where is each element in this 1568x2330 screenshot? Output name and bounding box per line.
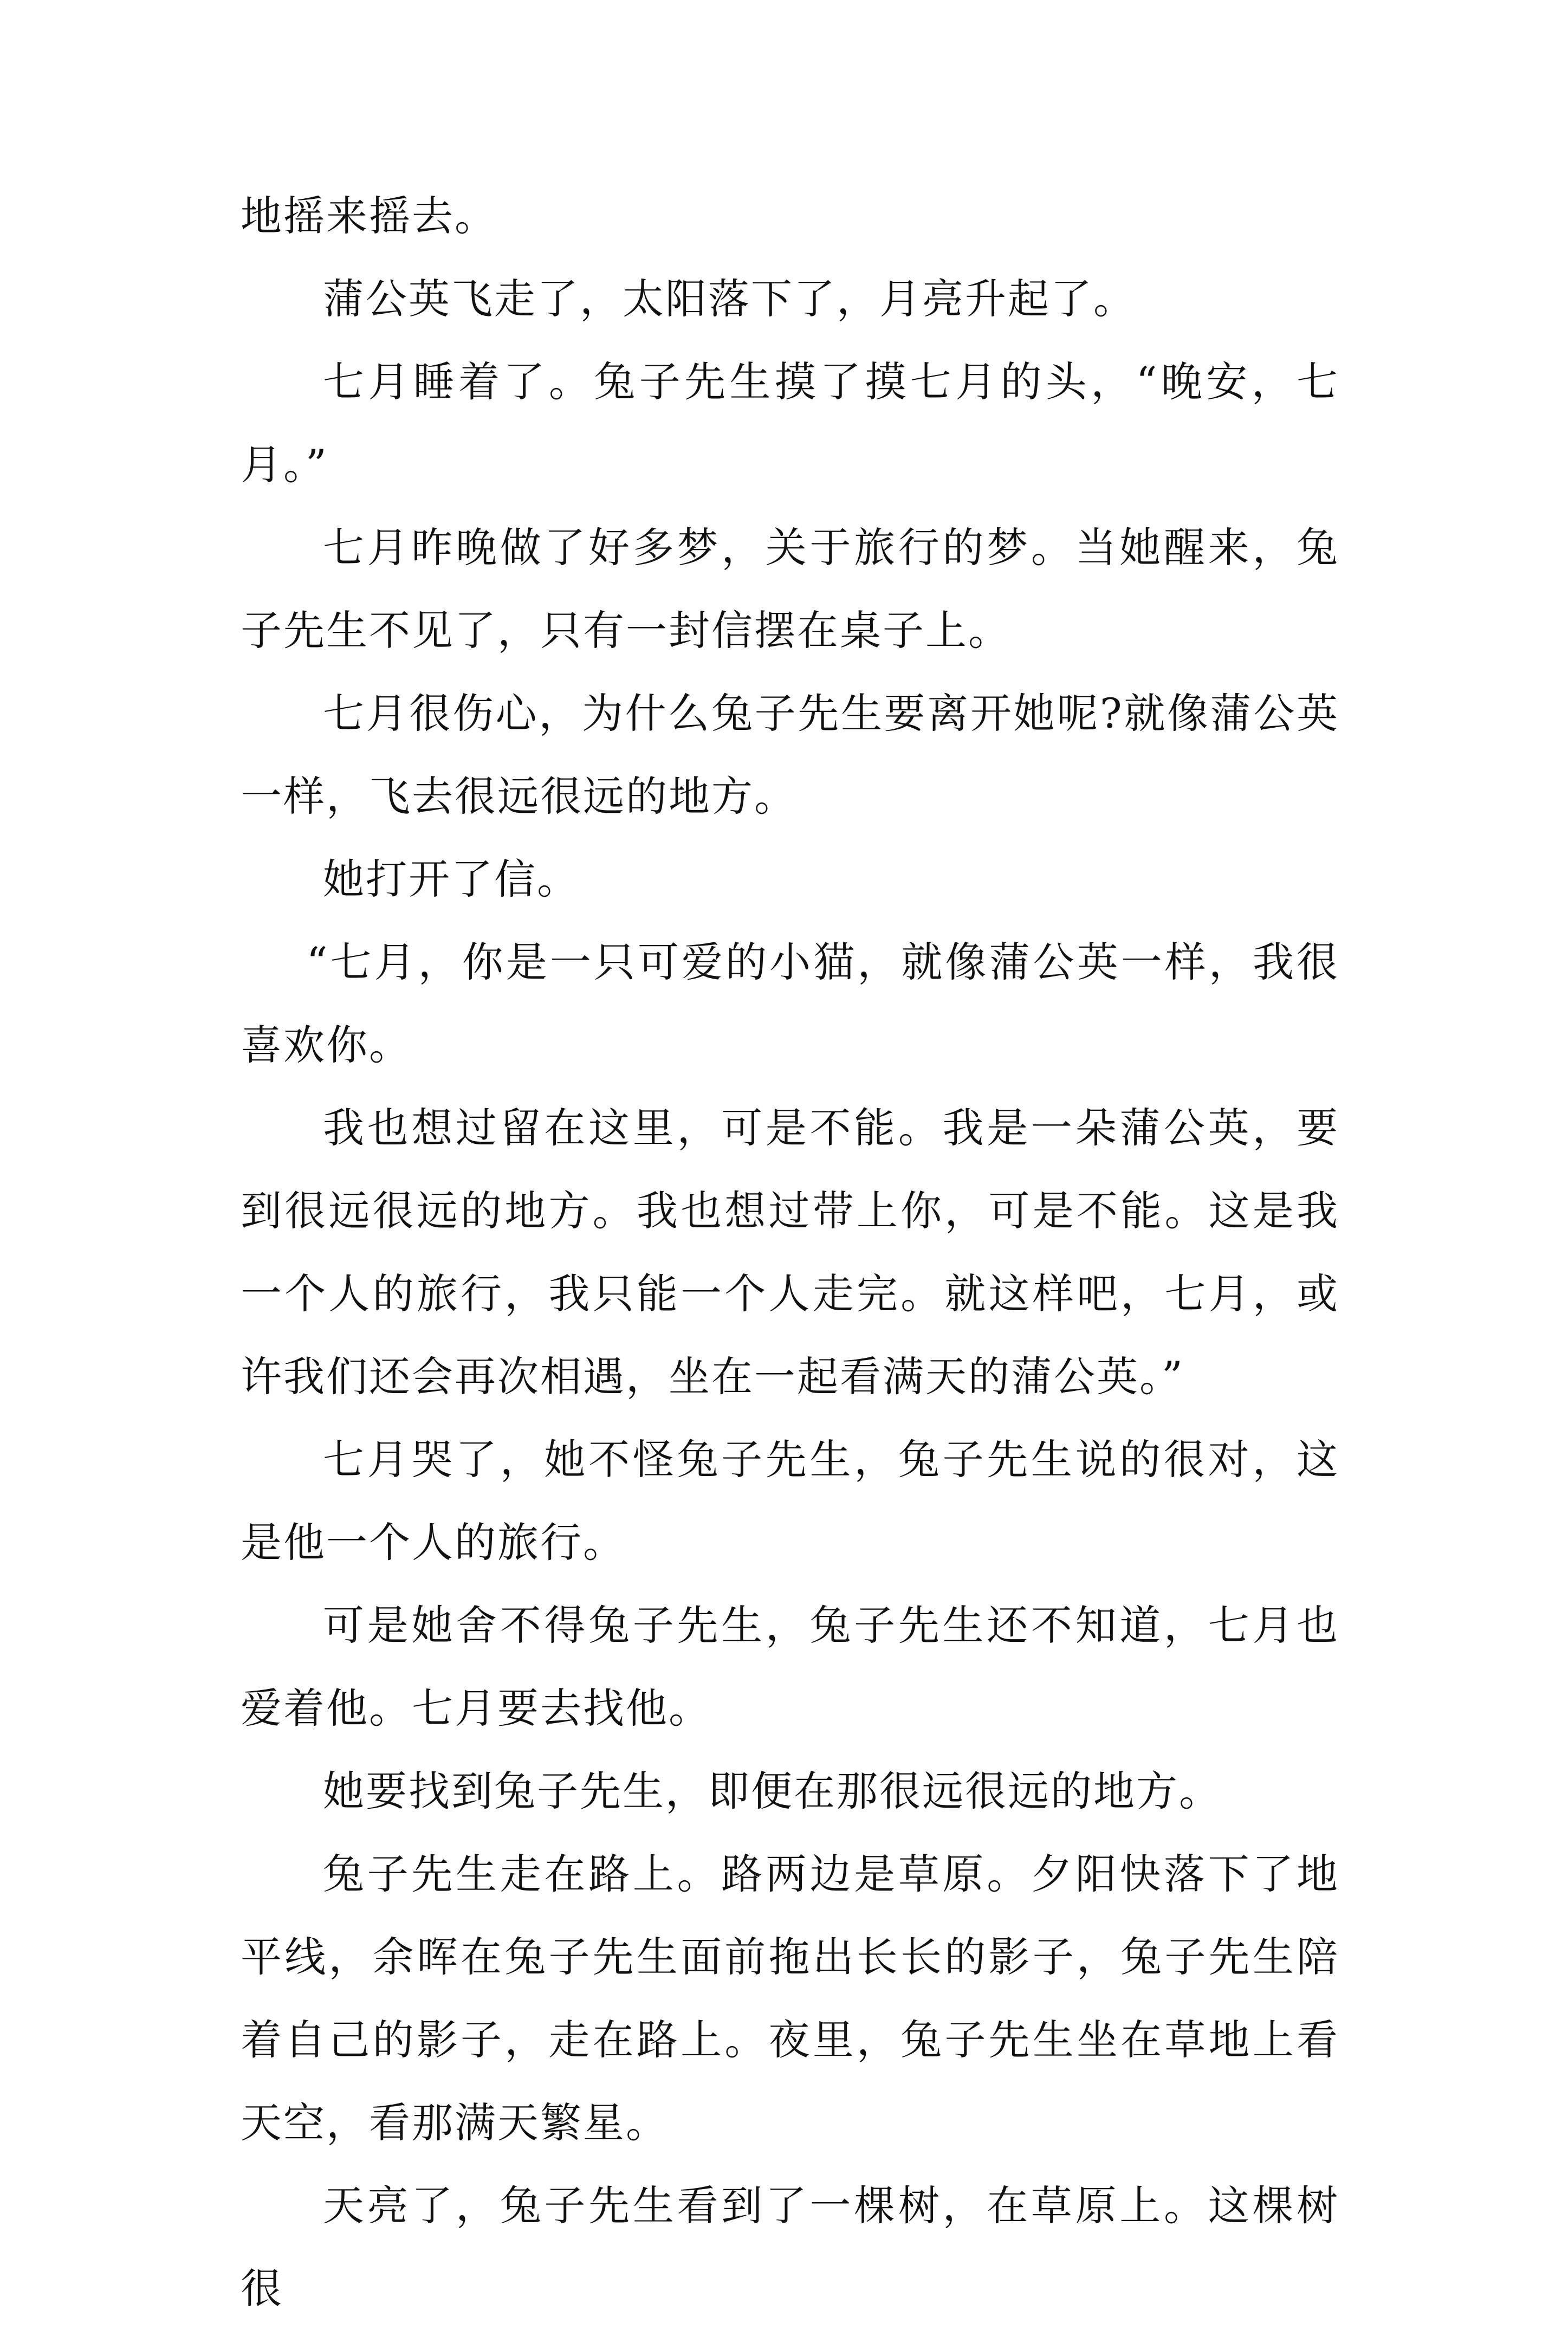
paragraph: 我也想过留在这里，可是不能。我是一朵蒲公英，要到很远很远的地方。我也想过带上你，可是不能。这是我一个人的旅行，我只能一个人走完。就这样吧，七月，或许我们还会再次相遇，坐在一起看满天的蒲公英。” xyxy=(241,1104,1339,1401)
paragraph: 可是她舍不得兔子先生，兔子先生还不知道，七月也爱着他。七月要去找他。 xyxy=(241,1601,1339,1732)
paragraph: 兔子先生走在路上。路两边是草原。夕阳快落下了地平线，余晖在兔子先生面前拖出长长的影子，兔子先生陪着自己的影子，走在路上。夜里，兔子先生坐在草地上看天空，看那满天繁星。 xyxy=(241,1850,1339,2147)
paragraph: 她打开了信。 xyxy=(323,855,580,903)
paragraph: 地摇来摇去。 xyxy=(241,192,497,240)
paragraph: 七月睡着了。兔子先生摸了摸七月的头，“晚安，七月。” xyxy=(241,358,1339,489)
paragraph: 天亮了，兔子先生看到了一棵树，在草原上。这棵树很 xyxy=(241,2182,1339,2313)
paragraph: 她要找到兔子先生，即便在那很远很远的地方。 xyxy=(323,1767,1222,1815)
paragraph: “七月，你是一只可爱的小猫，就像蒲公英一样，我很喜欢你。 xyxy=(241,938,1339,1069)
paragraph: 七月哭了，她不怪兔子先生，兔子先生说的很对，这是他一个人的旅行。 xyxy=(241,1435,1339,1567)
paragraph: 七月昨晚做了好多梦，关于旅行的梦。当她醒来，兔子先生不见了，只有一封信摆在桌子上。 xyxy=(241,523,1339,655)
paragraph: 七月很伤心，为什么兔子先生要离开她呢?就像蒲公英一样，飞去很远很远的地方。 xyxy=(241,689,1339,820)
document-body xyxy=(241,174,1339,2330)
paragraph: 蒲公英飞走了，太阳落下了，月亮升起了。 xyxy=(323,275,1136,323)
